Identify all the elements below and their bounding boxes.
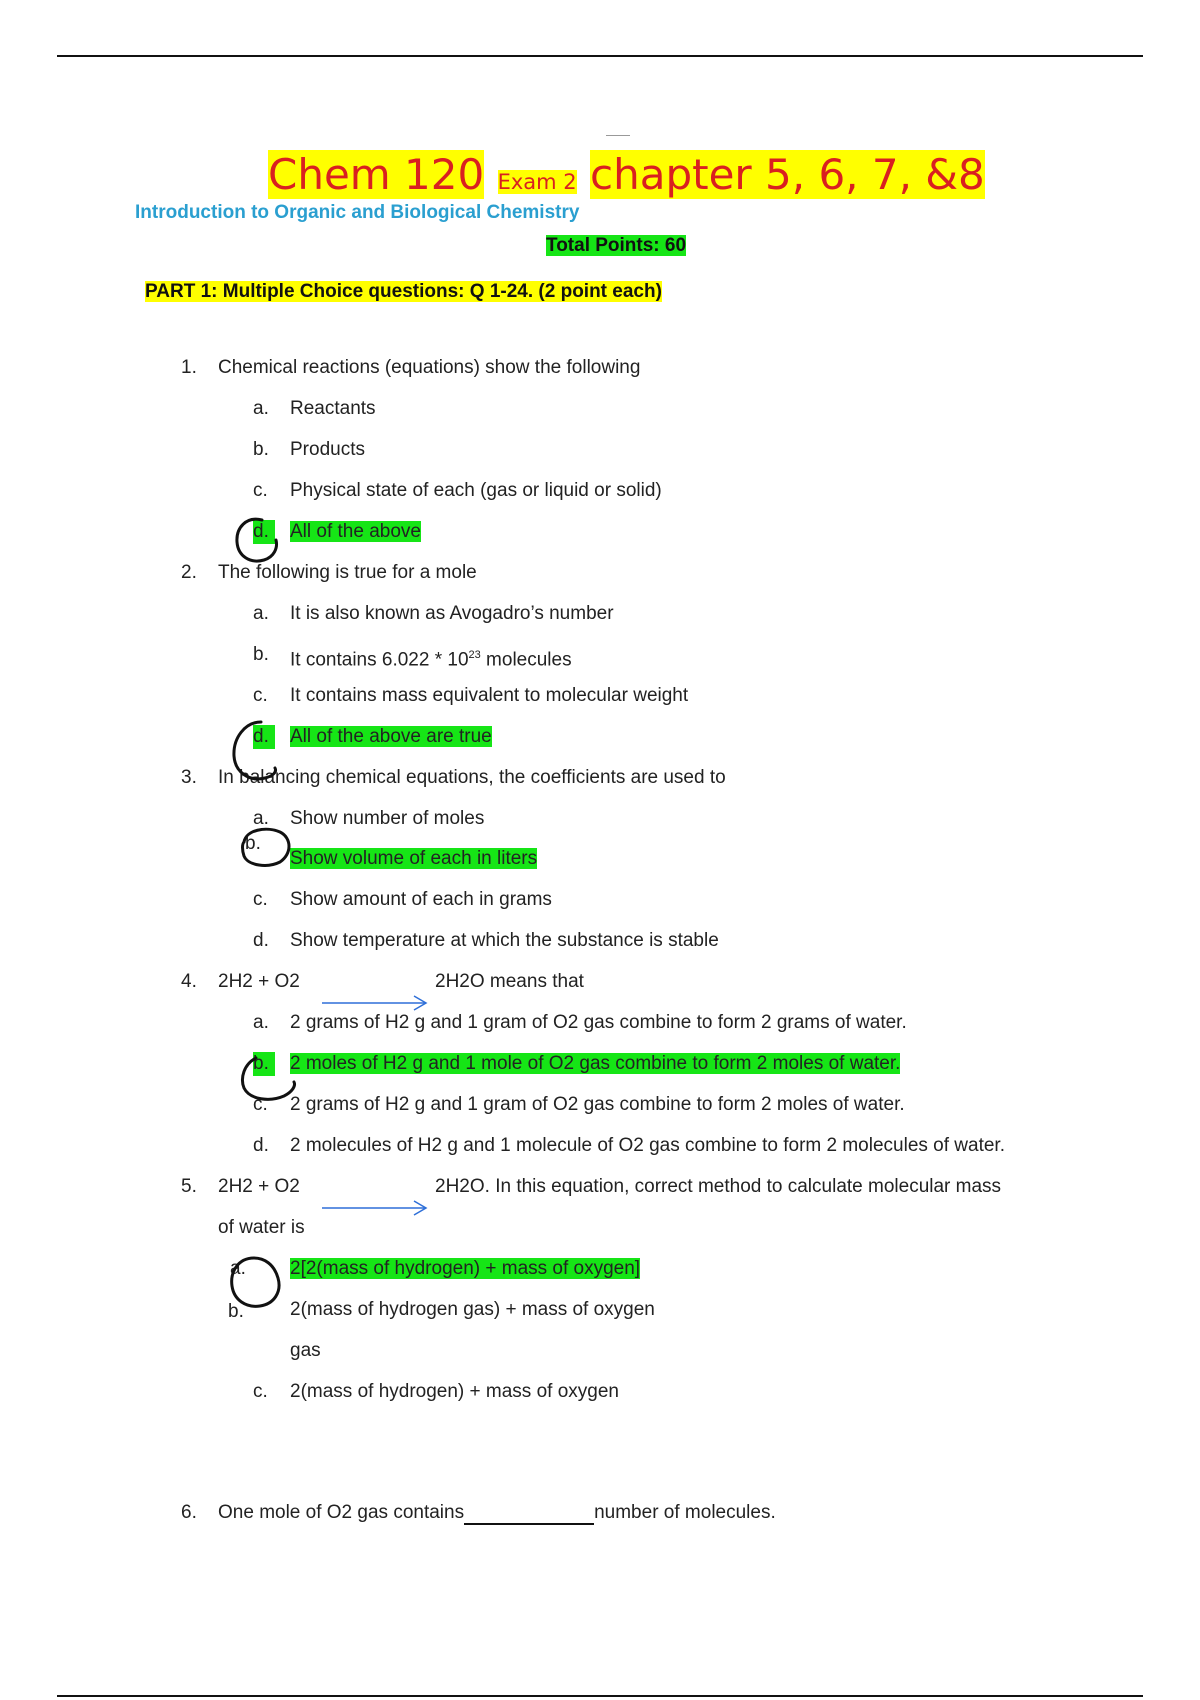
answer-blank[interactable] (464, 1505, 594, 1525)
small-dash (606, 135, 630, 136)
option-letter: b. (253, 644, 269, 665)
option-letter: c. (253, 685, 268, 706)
option-letter: d. (253, 1135, 269, 1156)
total-points: Total Points: 60 (546, 235, 687, 256)
question-number: 3. (181, 767, 197, 788)
question-number: 5. (181, 1176, 197, 1197)
option-text: Show temperature at which the substance is stable (290, 930, 719, 951)
title-main: Chem 120 (268, 150, 485, 199)
option-text: 2 grams of H2 g and 1 gram of O2 gas combine to form 2 grams of water. (290, 1012, 907, 1033)
option-text: It contains $6.022 * 10^{23}$ molecules (290, 649, 572, 671)
question-text: Chemical reactions (equations) show the following (218, 357, 641, 378)
option-text-selected: 2[2(mass of hydrogen) + mass of oxygen] (290, 1258, 641, 1279)
option-letter: b. (245, 833, 261, 854)
bottom-rule (57, 1695, 1143, 1697)
option-text: It contains mass equivalent to molecular weight (290, 685, 689, 706)
option-letter-selected: d. (253, 725, 275, 749)
question-number: 1. (181, 357, 197, 378)
question-number: 6. (181, 1502, 197, 1523)
option-letter: c. (253, 1094, 268, 1115)
option-text-selected: Show volume of each in liters (290, 848, 538, 869)
top-rule (57, 55, 1143, 57)
option-text: Physical state of each (gas or liquid or solid) (290, 480, 662, 501)
answer-circle-mark (234, 1048, 302, 1108)
option-letter: c. (253, 889, 268, 910)
answer-circle-mark (225, 716, 287, 788)
reaction-arrow-icon (320, 1198, 430, 1218)
answer-circle-mark (236, 822, 296, 872)
option-text: 2 grams of H2 g and 1 gram of O2 gas combine to form 2 moles of water. (290, 1094, 905, 1115)
option-text: 2(mass of hydrogen) + mass of oxygen (290, 1381, 619, 1402)
question-number: 2. (181, 562, 197, 583)
option-letter: d. (253, 930, 269, 951)
option-text-selected: 2 moles of H2 g and 1 mole of O2 gas combine to form 2 moles of water. (290, 1053, 901, 1074)
question-continuation: of water is (218, 1217, 305, 1238)
option-letter: a. (230, 1258, 246, 1279)
option-letter: b. (228, 1301, 244, 1322)
question-number: 4. (181, 971, 197, 992)
option-letter: c. (253, 480, 268, 501)
title-chapters: chapter 5, 6, 7, &8 (590, 150, 985, 199)
equation-reactants: 2H2 + O2 (218, 1176, 300, 1197)
page-title (268, 148, 985, 202)
course-subtitle: Introduction to Organic and Biological Chemistry (135, 202, 580, 223)
option-text-selected: All of the above are true (290, 726, 492, 747)
equation-products: 2H2O means that (435, 971, 584, 992)
option-letter: b. (253, 439, 269, 460)
question-text: In balancing chemical equations, the coefficients are used to (218, 767, 726, 788)
option-text-wrap: gas (290, 1340, 321, 1361)
option-text-selected: All of the above (290, 521, 421, 542)
option-text: Products (290, 439, 365, 460)
option-letter: a. (253, 808, 269, 829)
option-letter: a. (253, 603, 269, 624)
option-letter: a. (253, 398, 269, 419)
option-letter-selected: b. (253, 1052, 275, 1076)
part-heading: PART 1: Multiple Choice questions: Q 1-24. (2 point each) (145, 281, 662, 302)
reaction-arrow-icon (320, 993, 430, 1013)
option-letter: a. (253, 1012, 269, 1033)
answer-circle-mark (224, 1252, 286, 1314)
question-text: One mole of O2 gas contains number of molecules. (218, 1502, 776, 1523)
question-text: The following is true for a mole (218, 562, 477, 583)
option-text: Show number of moles (290, 808, 485, 829)
option-letter: c. (253, 1381, 268, 1402)
title-exam: Exam 2 (497, 170, 577, 194)
option-text: 2 molecules of H2 g and 1 molecule of O2 gas combine to form 2 molecules of water. (290, 1135, 1005, 1156)
option-letter-selected: d. (253, 520, 275, 544)
option-text: It is also known as Avogadro’s number (290, 603, 614, 624)
answer-circle-mark (228, 512, 288, 572)
option-text: 2(mass of hydrogen gas) + mass of oxygen (290, 1299, 655, 1320)
option-text: Show amount of each in grams (290, 889, 552, 910)
equation-reactants: 2H2 + O2 (218, 971, 300, 992)
equation-products: 2H2O. In this equation, correct method to calculate molecular mass (435, 1176, 1002, 1197)
option-text: Reactants (290, 398, 376, 419)
